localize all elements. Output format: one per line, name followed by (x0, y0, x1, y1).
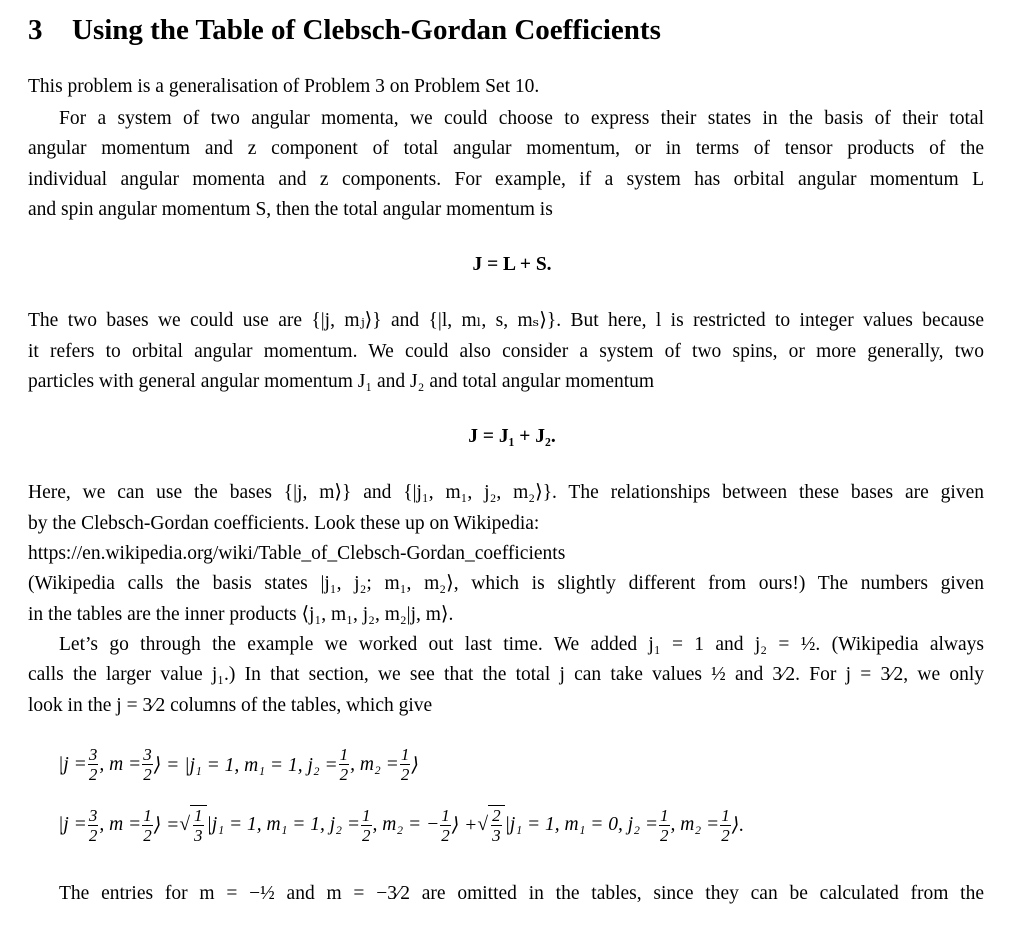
section-number: 3 (28, 14, 43, 46)
paragraph-line: (Wikipedia calls the basis states |j₁, j₂; m₁, m₂⟩, which is slightly different from ours!) The numbers given (28, 573, 984, 594)
sqrt-one-third: √ $\frac{1}{3}$ (179, 805, 206, 845)
paragraph-line: The two bases we could use are {|j, mⱼ⟩} and {|l, mₗ, s, mₛ⟩}. But here, l is restricted to integer values because (28, 310, 984, 331)
paragraph-line: look in the j = 3⁄2 columns of the tables, which give (28, 695, 433, 716)
paragraph-line: Let’s go through the example we worked out last time. We added j₁ = 1 and j₂ = ½. (Wikipedia always (59, 634, 984, 655)
paragraph-line: it refers to orbital angular momentum. We could also consider a system of two spins, or more generally, two (28, 341, 984, 362)
cg-equation-line-2: |j = $\frac{3}{2}$ , m = $\frac{1}{2}$ ⟩ = √ $\frac{1}{3}$ |j₁ = 1, m₁ = 1, j₂ = $\frac{1}{2}$ , m₂ = − $\frac{1}{2}$ ⟩ + √ $\frac{2}{3}$ |j₁ = 1, m₁ = 0, j₂ = $\frac{1}{2}$ , m₂ = $\frac{1}{2}$ ⟩. (58, 805, 745, 845)
paragraph-line: The entries for m = −½ and m = −3⁄2 are omitted in the tables, since they can be calculated from the (59, 883, 984, 904)
equation-sum-of-momenta: J = J₁ + J₂. (468, 426, 556, 447)
paragraph-line: particles with general angular momentum J₁ and J₂ and total angular momentum (28, 371, 655, 392)
paragraph-line: calls the larger value j₁.) In that section, we see that the total j can take values ½ and 3⁄2. For j = 3⁄2, we only (28, 664, 984, 685)
section-title: Using the Table of Clebsch-Gordan Coefficients (72, 14, 661, 46)
sqrt-two-thirds: √ $\frac{2}{3}$ (477, 805, 504, 845)
paragraph-intro: This problem is a generalisation of Problem 3 on Problem Set 10. (28, 76, 540, 97)
paragraph-line: For a system of two angular momenta, we could choose to express their states in the basis of their total (59, 108, 984, 129)
paragraph-line: Here, we can use the bases {|j, m⟩} and {|j₁, m₁, j₂, m₂⟩}. The relationships between these bases are given (28, 482, 984, 503)
cg-equation-line-1: |j = $\frac{3}{2}$ , m = $\frac{3}{2}$ ⟩ = |j₁ = 1, m₁ = 1, j₂ = $\frac{1}{2}$ , m₂ = $\frac{1}{2}$ ⟩ (58, 745, 419, 784)
paragraph-line: individual angular momenta and z components. For example, if a system has orbital angular momentum L (28, 169, 984, 190)
wikipedia-link[interactable]: https://en.wikipedia.org/wiki/Table_of_Clebsch-Gordan_coefficients (28, 543, 566, 564)
paragraph-line: and spin angular momentum S, then the total angular momentum is (28, 199, 553, 220)
equation-total-angular-momentum: J = L + S. (472, 254, 552, 275)
paragraph-line: by the Clebsch-Gordan coefficients. Look these up on Wikipedia: (28, 513, 540, 534)
paragraph-line: in the tables are the inner products ⟨j₁, m₁, j₂, m₂|j, m⟩. (28, 604, 454, 625)
paragraph-line: angular momentum and z component of total angular momentum, or in terms of tensor products of the (28, 138, 984, 159)
section-heading (28, 14, 661, 47)
